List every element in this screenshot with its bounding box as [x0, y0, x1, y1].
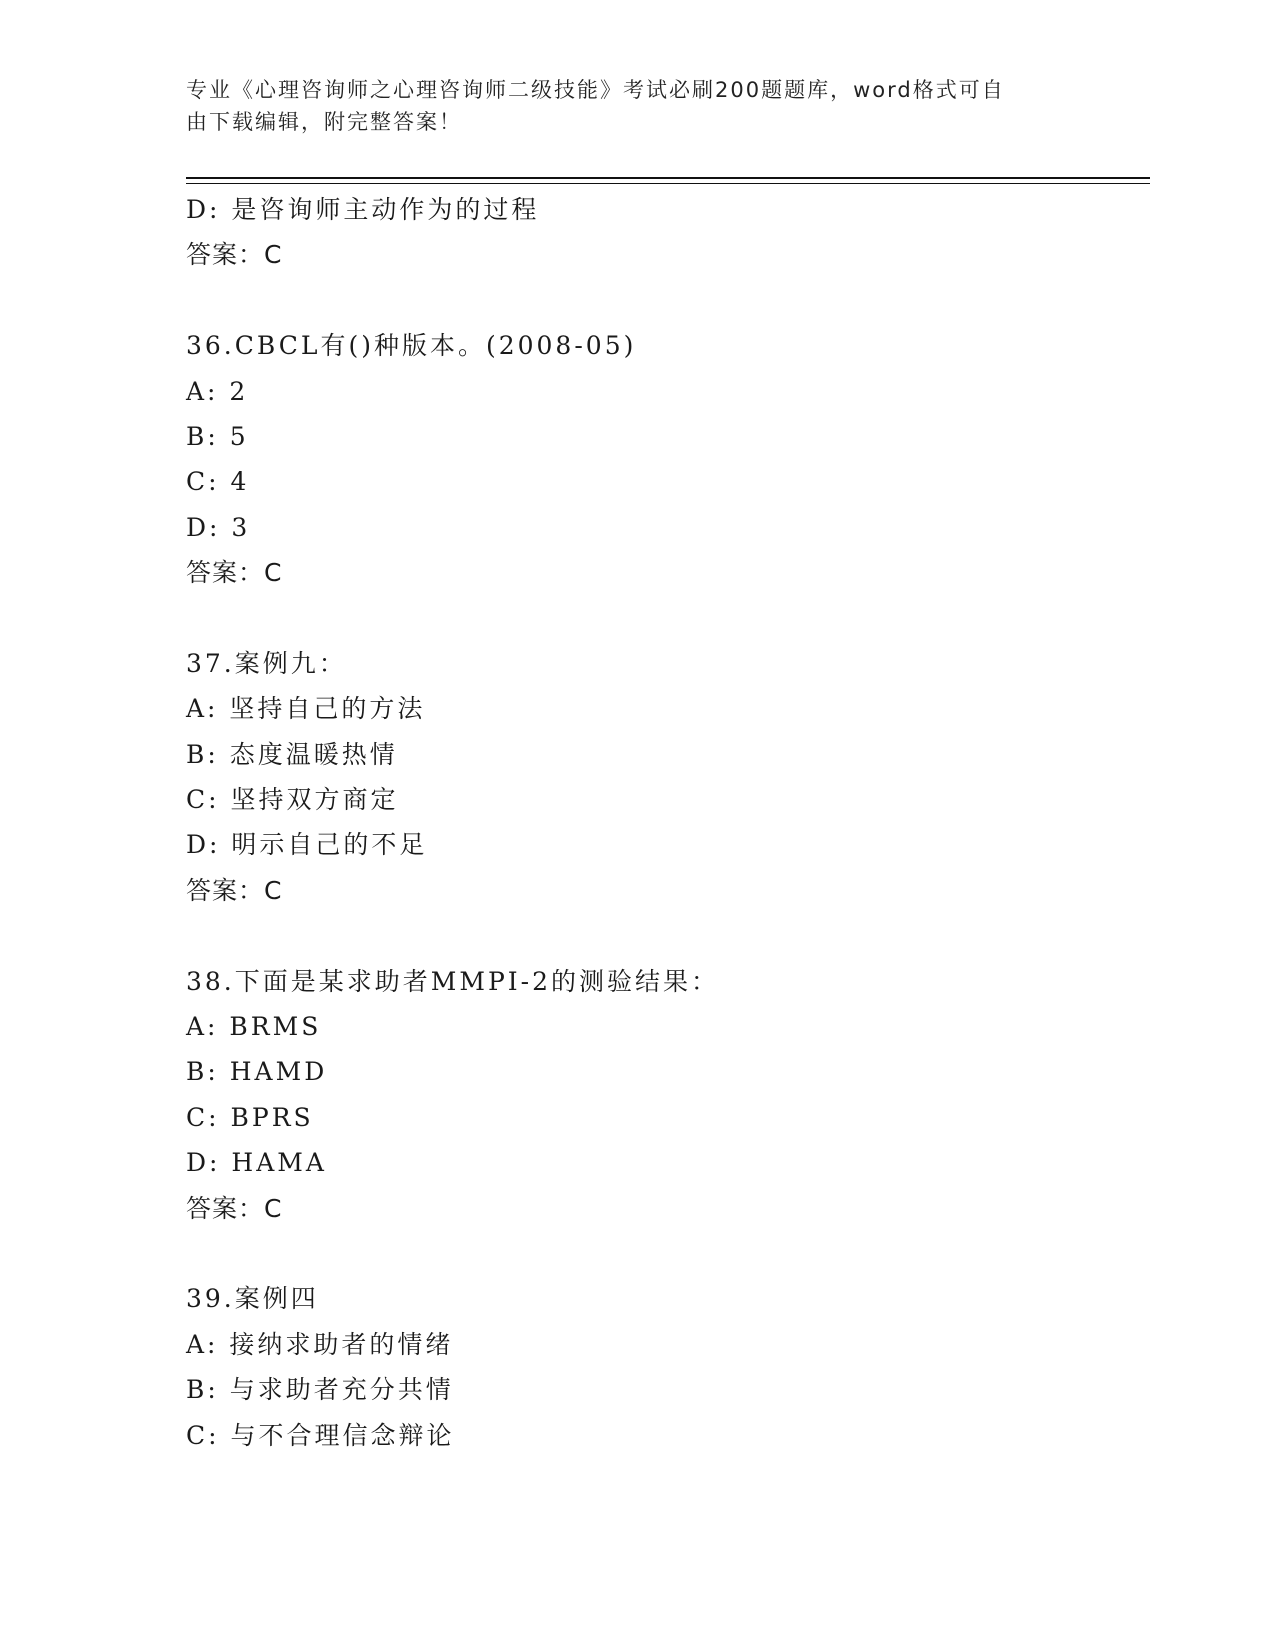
- document-body: [186, 187, 1136, 1458]
- option-b: B: 态度温暖热情: [186, 739, 398, 769]
- spacer: [186, 278, 1136, 323]
- option-c: C: 与不合理信念辩论: [186, 1420, 455, 1450]
- spacer: [186, 1231, 1136, 1276]
- option-d: D: 是咨询师主动作为的过程: [186, 195, 540, 224]
- answer: 答案：C: [186, 1193, 283, 1223]
- option-b: B: 5: [186, 421, 249, 451]
- option-c: C: 坚持双方商定: [186, 785, 399, 815]
- header-line-2: 由下载编辑，附完整答案！: [186, 110, 462, 134]
- option-d: D: 3: [186, 512, 251, 542]
- question-text: 38.下面是某求助者MMPI-2的测验结果：: [186, 966, 720, 996]
- option-a: A: BRMS: [186, 1012, 322, 1042]
- option-c: C: BPRS: [186, 1102, 314, 1132]
- option-a: A: 接纳求助者的情绪: [186, 1329, 454, 1359]
- question-text: 39.案例四: [186, 1284, 319, 1314]
- question-text: 37.案例九：: [186, 648, 347, 678]
- answer: 答案：C: [186, 558, 283, 588]
- question-text: 36.CBCL有()种版本。(2008-05): [186, 331, 637, 361]
- option-d: D: HAMA: [186, 1148, 327, 1178]
- option-a: A: 坚持自己的方法: [186, 694, 426, 724]
- option-a: A: 2: [186, 376, 249, 406]
- option-b: B: HAMD: [186, 1057, 328, 1087]
- option-b: B: 与求助者充分共情: [186, 1375, 454, 1405]
- header-line-1: 专业《心理咨询师之心理咨询师二级技能》考试必刷200题题库，word格式可自: [186, 78, 1005, 102]
- answer: 答案：C: [186, 875, 283, 905]
- spacer: [186, 596, 1136, 641]
- spacer: [186, 913, 1136, 958]
- question-36: [186, 323, 1136, 595]
- answer: 答案：C: [186, 240, 283, 270]
- question-38: [186, 959, 1136, 1231]
- header-rule-thick: [186, 177, 1150, 179]
- option-c: C: 4: [186, 467, 250, 497]
- question-39: [186, 1276, 1136, 1458]
- header-rule-thin: [186, 183, 1150, 184]
- question-37: [186, 641, 1136, 913]
- option-d: D: 明示自己的不足: [186, 830, 428, 860]
- document-header: [186, 74, 1066, 138]
